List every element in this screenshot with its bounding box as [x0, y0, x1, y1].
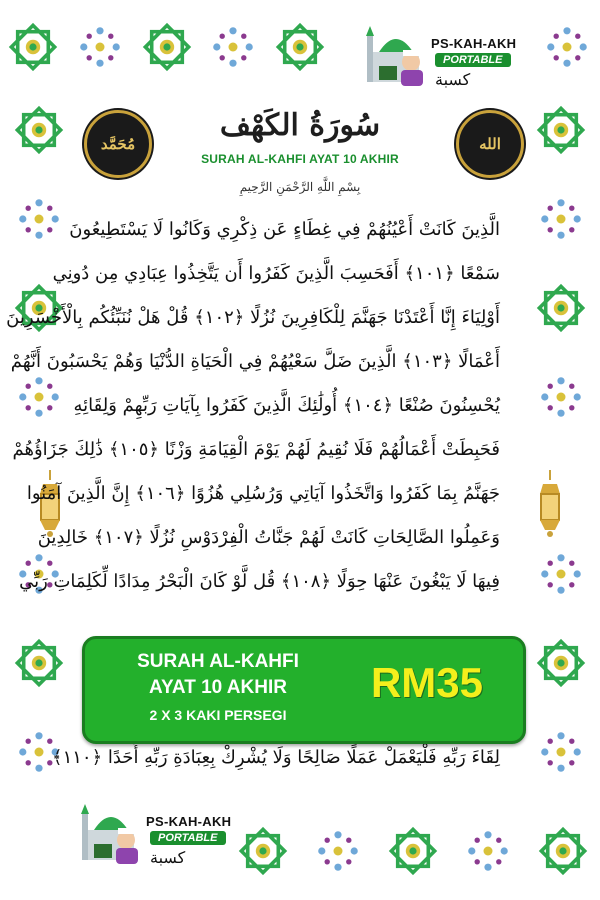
verse-line: لِقَاءَ رَبِّهِ فَلْيَعْمَلْ عَمَلًا صَالِحًا وَلَا يُشْرِكْ بِعِبَادَةِ رَبِّهِ أَحَدًا ﴿١١٠﴾ [52, 747, 500, 768]
brand-script: كسبة [435, 70, 471, 89]
ornament-star-icon [536, 824, 590, 878]
verse-line: سَمْعًا ﴿١٠١﴾ أَفَحَسِبَ الَّذِينَ كَفَرُوا أَن يَتَّخِذُوا عِبَادِي مِن دُونِي [52, 263, 500, 284]
verse-line: وَعَمِلُوا الصَّالِحَاتِ كَانَتْ لَهُمْ جَنَّاتُ الْفِرْدَوْسِ نُزُلًا ﴿١٠٧﴾ خَالِدِينَ [37, 527, 500, 548]
verse-line: فَحَبِطَتْ أَعْمَالُهُمْ فَلَا نُقِيمُ لَهُمْ يَوْمَ الْقِيَامَةِ وَزْنًا ﴿١٠٥﴾ ذَٰلِكَ جَزَاؤُهُمْ [12, 439, 500, 460]
banner-title: SURAH AL-KAHFI [137, 651, 299, 672]
ornament-star-icon [273, 20, 327, 74]
ornament-diamond-icon [461, 824, 515, 878]
ornament-star-icon [534, 636, 588, 690]
brand-tagline: PORTABLE [150, 831, 226, 845]
ornament-diamond-icon [534, 370, 588, 424]
verse-line: جَهَنَّمُ بِمَا كَفَرُوا وَاتَّخَذُوا آيَاتِي وَرُسُلِي هُزُوًا ﴿١٠٦﴾ إِنَّ الَّذِينَ آمَنُوا [26, 483, 500, 504]
ornament-diamond-icon [73, 20, 127, 74]
ornament-diamond-icon [311, 824, 365, 878]
brand-name: PS-KAH-AKH [431, 36, 517, 51]
lantern-icon [535, 470, 565, 540]
medallion-text: الله [479, 135, 501, 153]
verse-line: فِيهَا لَا يَبْغُونَ عَنْهَا حِوَلًا ﴿١٠٨﴾ قُل لَّوْ كَانَ الْبَحْرُ مِدَادًا لِّكَلِمَاتِ رَبِّي [19, 571, 500, 592]
verse-line: أَعْمَالًا ﴿١٠٣﴾ الَّذِينَ ضَلَّ سَعْيُهُمْ فِي الْحَيَاةِ الدُّنْيَا وَهُمْ يَحْسَبُونَ أَنَّهُمْ [10, 351, 500, 372]
ornament-star-icon [534, 103, 588, 157]
price-label: RM35 [370, 659, 484, 706]
ornament-star-icon [12, 103, 66, 157]
ornament-star-icon [386, 824, 440, 878]
muhammad-medallion-icon [84, 110, 152, 178]
ornament-star-icon [534, 281, 588, 335]
ornament-star-icon [140, 20, 194, 74]
verse-line: الَّذِينَ كَانَتْ أَعْيُنُهُمْ فِي غِطَاءٍ عَن ذِكْرِي وَكَانُوا لَا يَسْتَطِيعُونَ [69, 219, 500, 240]
banner-size: 2 X 3 KAKI PERSEGI [149, 707, 287, 723]
surah-title-latin: SURAH AL-KAHFI AYAT 10 AKHIR [201, 152, 399, 166]
ornament-diamond-icon [534, 725, 588, 779]
brand-name: PS-KAH-AKH [146, 814, 232, 829]
mosque-icon [80, 800, 150, 868]
border-right [526, 86, 596, 796]
ornament-star-icon [6, 20, 60, 74]
brand-tagline: PORTABLE [435, 53, 511, 67]
medallion-text: مُحَمَّد [100, 135, 136, 153]
verse-line: أَوْلِيَاءَ إِنَّا أَعْتَدْنَا جَهَنَّمَ لِلْكَافِرِينَ نُزُلًا ﴿١٠٢﴾ قُلْ هَلْ نُنَبِّئُكُم بِالْأَخْسَرِينَ [6, 307, 500, 328]
bismillah: بِسْمِ اللَّهِ الرَّحْمَنِ الرَّحِيمِ [239, 180, 361, 194]
brand-logo-bottom [80, 800, 270, 868]
ornament-diamond-icon [534, 547, 588, 601]
ornament-diamond-icon [12, 192, 66, 246]
brand-script: كسبة [150, 848, 186, 867]
price-banner [82, 636, 526, 744]
verse-line: يُحْسِنُونَ صُنْعًا ﴿١٠٤﴾ أُولَٰئِكَ الَّذِينَ كَفَرُوا بِآيَاتِ رَبِّهِمْ وَلِقَائِهِ [73, 395, 500, 416]
allah-medallion-icon [456, 110, 524, 178]
brand-logo [365, 22, 555, 90]
ornament-star-icon [12, 636, 66, 690]
surah-title-arabic: سُورَةُ الكَهْف [219, 108, 381, 143]
mosque-icon [365, 22, 435, 90]
ornament-diamond-icon [206, 20, 260, 74]
ornament-diamond-icon [534, 192, 588, 246]
banner-subtitle: AYAT 10 AKHIR [149, 677, 287, 698]
